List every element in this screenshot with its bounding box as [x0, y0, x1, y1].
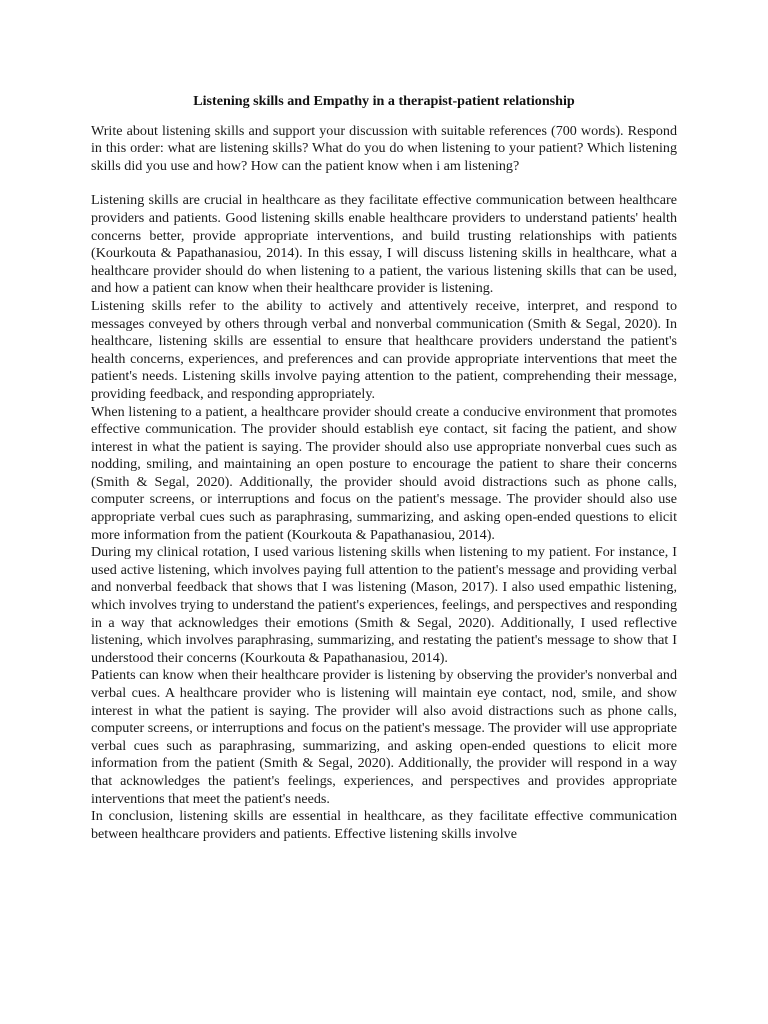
assignment-prompt: Write about listening skills and support your discussion with suitable references (700 words). Respond in this order: what are listening skills? What do you do when listening to your patient? Which listening skills did you use and how? How can the patient know when i am listening? [91, 122, 677, 174]
document-body [91, 93, 677, 843]
paragraph-conclusion: In conclusion, listening skills are essential in healthcare, as they facilitate effective communication between healthcare providers and patients. Effective listening skills involve [91, 808, 677, 842]
paragraph-definition: Listening skills refer to the ability to actively and attentively receive, interpret, and respond to messages conveyed by others through verbal and nonverbal communication (Smith & Segal, 2020). In healthcare, listening skills are essential to ensure that healthcare providers understand the patient's health concerns, experiences, and preferences and can provide appropriate interventions that meet the patient's needs. Listening skills involve paying attention to the patient, comprehending their message, providing feedback, and responding appropriately. [91, 297, 677, 402]
paragraph-introduction: Listening skills are crucial in healthcare as they facilitate effective communication between healthcare providers and patients. Good listening skills enable healthcare providers to understand patients' health concerns better, provide appropriate interventions, and build trusting relationships with patients (Kourkouta & Papathanasiou, 2014). In this essay, I will discuss listening skills in healthcare, what a healthcare provider should do when listening to a patient, the various listening skills that can be used, and how a patient can know when their healthcare provider is listening. [91, 192, 677, 297]
document-title: Listening skills and Empathy in a therapist-patient relationship [193, 93, 575, 109]
paragraph-patient-knows: Patients can know when their healthcare provider is listening by observing the provider's nonverbal and verbal cues. A healthcare provider who is listening will maintain eye contact, nod, smile, and show interest in what the patient is saying. The provider will also avoid distractions such as phone calls, computer screens, or interruptions and focus on the patient's message. The provider will use appropriate verbal cues such as paraphrasing, summarizing, and asking open-ended questions to elicit more information from the patient (Smith & Segal, 2020). Additionally, the provider will respond in a way that acknowledges the patient's feelings, experiences, and perspectives and provides appropriate interventions that meet the patient's needs. [91, 667, 677, 807]
paragraph-skills-used: During my clinical rotation, I used various listening skills when listening to my patient. For instance, I used active listening, which involves paying full attention to the patient's message and providing verbal and nonverbal feedback that shows that I was listening (Mason, 2017). I also used empathic listening, which involves trying to understand the patient's experiences, feelings, and perspectives and responding in a way that acknowledges their emotions (Smith & Segal, 2020). Additionally, I used reflective listening, which involves paraphrasing, summarizing, and restating the patient's message to show that I understood their concerns (Kourkouta & Papathanasiou, 2014). [91, 544, 677, 666]
paragraph-when-listening: When listening to a patient, a healthcare provider should create a conducive environment that promotes effective communication. The provider should establish eye contact, sit facing the patient, and show interest in what the patient is saying. The provider should also use appropriate nonverbal cues such as nodding, smiling, and maintaining an open posture to encourage the patient to share their concerns (Smith & Segal, 2020). Additionally, the provider should avoid distractions such as phone calls, computer screens, or interruptions and focus on the patient's message. The provider should also use appropriate verbal cues such as paraphrasing, summarizing, and asking open-ended questions to elicit more information from the patient (Kourkouta & Papathanasiou, 2014). [91, 403, 677, 543]
